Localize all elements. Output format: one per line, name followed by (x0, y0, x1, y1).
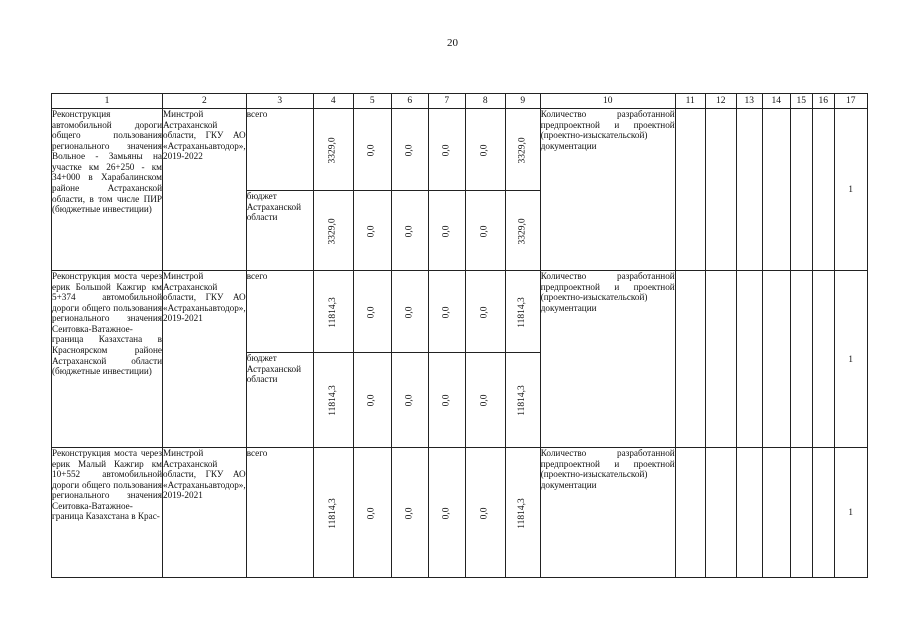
value-cell: 0,0 (465, 191, 505, 271)
col-header: 1 (52, 94, 163, 109)
col-header: 14 (762, 94, 790, 109)
target-value: 1 (834, 109, 867, 271)
empty-cell (675, 448, 705, 578)
col-header: 4 (313, 94, 353, 109)
program-table (51, 93, 868, 578)
funding-source: всего (246, 109, 313, 191)
col-header: 5 (353, 94, 391, 109)
col-header: 7 (428, 94, 465, 109)
table-row (52, 271, 868, 353)
value-cell: 0,0 (353, 191, 391, 271)
result-indicator: Количество разработанной предпроектной и проектной (проектно-изыскательской) документации (540, 448, 675, 578)
table-row (52, 448, 868, 578)
funding-source: бюджет Астраханской области (246, 191, 313, 271)
funding-source: всего (246, 448, 313, 578)
value-cell: 0,0 (465, 448, 505, 578)
value-cell: 0,0 (428, 353, 465, 448)
empty-cell (812, 448, 834, 578)
value-cell: 3329,0 (505, 191, 540, 271)
measure-name: Реконструкция моста через ерик Малый Кажгир км 10+552 автомобильной дороги общего пользования регионального значения Сеитовка-Ватажное-граница Казахстана в Крас- (52, 448, 163, 578)
value-cell: 0,0 (391, 271, 428, 353)
col-header: 9 (505, 94, 540, 109)
empty-cell (675, 109, 705, 271)
empty-cell (812, 271, 834, 448)
empty-cell (675, 271, 705, 448)
value-cell: 11814,3 (313, 353, 353, 448)
value-cell: 0,0 (428, 448, 465, 578)
funding-source: бюджет Астраханской области (246, 353, 313, 448)
empty-cell (812, 109, 834, 271)
empty-cell (705, 448, 736, 578)
value-cell: 11814,3 (505, 448, 540, 578)
col-header: 11 (675, 94, 705, 109)
col-header: 2 (163, 94, 247, 109)
value-cell: 0,0 (465, 271, 505, 353)
value-cell: 0,0 (353, 353, 391, 448)
empty-cell (762, 109, 790, 271)
value-cell: 11814,3 (313, 448, 353, 578)
value-cell: 3329,0 (313, 109, 353, 191)
value-cell: 3329,0 (505, 109, 540, 191)
empty-cell (790, 271, 812, 448)
executor-cell: Минстрой Астраханской области, ГКУ АО «Астраханьавтодор», 2019-2021 (163, 448, 247, 578)
col-header: 10 (540, 94, 675, 109)
value-cell: 0,0 (428, 191, 465, 271)
target-value: 1 (834, 271, 867, 448)
target-value: 1 (834, 448, 867, 578)
empty-cell (790, 448, 812, 578)
measure-name: Реконструкция моста через ерик Большой Кажгир км 5+374 автомобильной дороги общего пользования регионального значения Сеитовка-Ватажное-граница Казахстана в Красноярском районе Астраханской области (бюджетные инвестиции) (52, 271, 163, 448)
value-cell: 0,0 (428, 271, 465, 353)
value-cell: 0,0 (465, 353, 505, 448)
empty-cell (705, 271, 736, 448)
value-cell: 0,0 (353, 448, 391, 578)
executor-cell: Минстрой Астраханской области, ГКУ АО «Астраханьавтодор», 2019-2022 (163, 109, 247, 271)
value-cell: 11814,3 (505, 271, 540, 353)
col-header: 17 (834, 94, 867, 109)
measure-name: Реконструкция автомобильной дороги общего пользования регионального значения Вольное - Замьяны на участке км 26+250 - км 34+000 в Харабалинском районе Астраханской области, в том числе ПИР (бюджетные инвестиции) (52, 109, 163, 271)
table-row (52, 109, 868, 191)
col-header: 3 (246, 94, 313, 109)
value-cell: 0,0 (391, 448, 428, 578)
empty-cell (705, 109, 736, 271)
value-cell: 11814,3 (313, 271, 353, 353)
col-header: 13 (736, 94, 762, 109)
empty-cell (762, 271, 790, 448)
value-cell: 0,0 (353, 109, 391, 191)
col-header: 15 (790, 94, 812, 109)
result-indicator: Количество разработанной предпроектной и проектной (проектно-изыскательской) документации (540, 109, 675, 271)
page-number: 20 (447, 37, 458, 49)
empty-cell (736, 448, 762, 578)
col-header: 6 (391, 94, 428, 109)
empty-cell (762, 448, 790, 578)
empty-cell (736, 109, 762, 271)
value-cell: 0,0 (353, 271, 391, 353)
value-cell: 0,0 (391, 191, 428, 271)
col-header: 8 (465, 94, 505, 109)
value-cell: 0,0 (391, 109, 428, 191)
executor-cell: Минстрой Астраханской области, ГКУ АО «Астраханьавтодор», 2019-2021 (163, 271, 247, 448)
value-cell: 3329,0 (313, 191, 353, 271)
value-cell: 0,0 (428, 109, 465, 191)
header-row (52, 94, 868, 109)
empty-cell (736, 271, 762, 448)
col-header: 12 (705, 94, 736, 109)
empty-cell (790, 109, 812, 271)
value-cell: 0,0 (465, 109, 505, 191)
value-cell: 0,0 (391, 353, 428, 448)
result-indicator: Количество разработанной предпроектной и проектной (проектно-изыскательской) документации (540, 271, 675, 448)
value-cell: 11814,3 (505, 353, 540, 448)
col-header: 16 (812, 94, 834, 109)
funding-source: всего (246, 271, 313, 353)
